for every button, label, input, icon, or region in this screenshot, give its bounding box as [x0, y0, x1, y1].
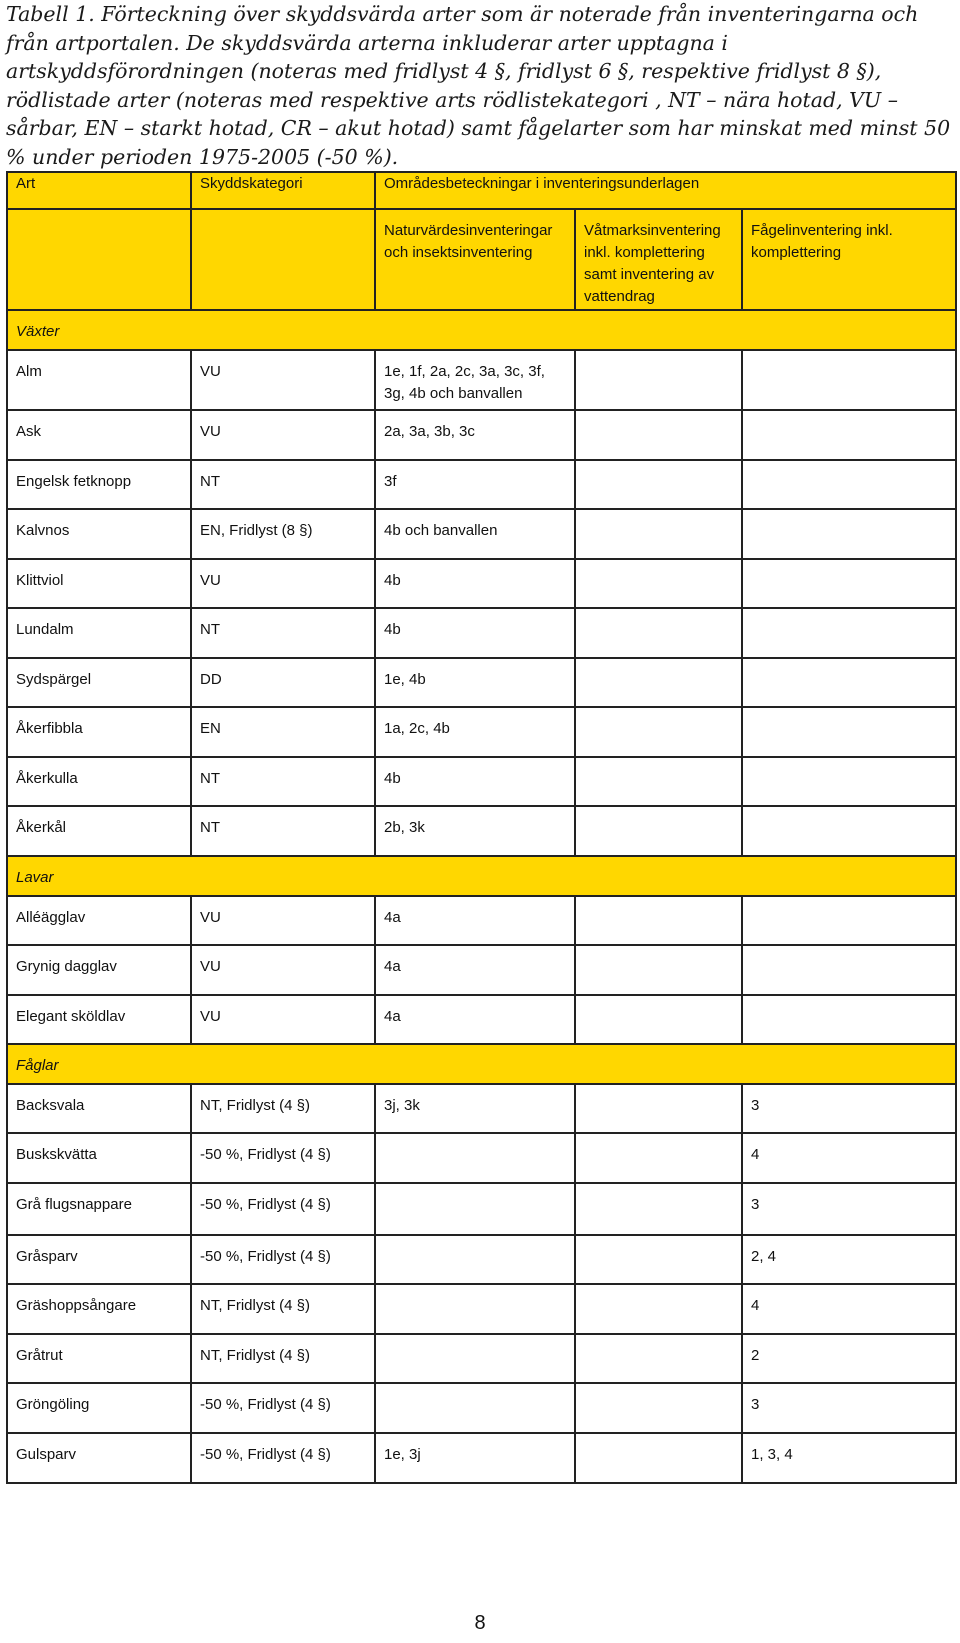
cell-skydd: DD	[191, 658, 375, 707]
table-row	[7, 1133, 956, 1183]
cell-skydd: EN, Fridlyst (8 §)	[191, 509, 375, 559]
cell-nat	[375, 1235, 575, 1284]
table-row	[7, 806, 956, 856]
cell-nat: 2a, 3a, 3b, 3c	[375, 410, 575, 460]
table-subheader-row	[7, 209, 956, 310]
cell-skydd: NT, Fridlyst (4 §)	[191, 1084, 375, 1133]
cell-fagel	[742, 608, 956, 658]
cell-skydd: VU	[191, 896, 375, 945]
col-header-art: Art	[7, 172, 191, 209]
cell-art: Ask	[7, 410, 191, 460]
cell-vat	[575, 1433, 742, 1483]
cell-vat	[575, 509, 742, 559]
cell-fagel: 3	[742, 1084, 956, 1133]
cell-vat	[575, 995, 742, 1044]
cell-nat: 4a	[375, 945, 575, 995]
cell-fagel	[742, 350, 956, 410]
subheader-empty	[191, 209, 375, 310]
cell-vat	[575, 1133, 742, 1183]
cell-fagel	[742, 945, 956, 995]
cell-art: Lundalm	[7, 608, 191, 658]
cell-fagel: 2	[742, 1334, 956, 1383]
cell-art: Gråsparv	[7, 1235, 191, 1284]
cell-nat	[375, 1284, 575, 1334]
cell-vat	[575, 410, 742, 460]
cell-fagel	[742, 995, 956, 1044]
cell-skydd: VU	[191, 350, 375, 410]
cell-skydd: VU	[191, 995, 375, 1044]
cell-fagel: 2, 4	[742, 1235, 956, 1284]
cell-nat: 4a	[375, 995, 575, 1044]
cell-fagel	[742, 460, 956, 509]
cell-skydd: NT, Fridlyst (4 §)	[191, 1334, 375, 1383]
cell-skydd: NT	[191, 806, 375, 856]
cell-art: Åkerkål	[7, 806, 191, 856]
cell-nat: 1e, 1f, 2a, 2c, 3a, 3c, 3f, 3g, 4b och banvallen	[375, 350, 575, 410]
cell-fagel	[742, 658, 956, 707]
cell-skydd: -50 %, Fridlyst (4 §)	[191, 1235, 375, 1284]
cell-fagel	[742, 806, 956, 856]
cell-fagel: 3	[742, 1183, 956, 1235]
cell-vat	[575, 707, 742, 757]
col-header-omraden: Områdesbeteckningar i inventeringsunderlagen	[375, 172, 956, 209]
cell-nat: 1a, 2c, 4b	[375, 707, 575, 757]
cell-vat	[575, 1284, 742, 1334]
cell-skydd: EN	[191, 707, 375, 757]
table-row	[7, 509, 956, 559]
group-row-faglar	[7, 1044, 956, 1084]
cell-skydd: -50 %, Fridlyst (4 §)	[191, 1383, 375, 1433]
table-row	[7, 658, 956, 707]
cell-art: Gräshoppsångare	[7, 1284, 191, 1334]
cell-art: Klittviol	[7, 559, 191, 608]
cell-nat: 1e, 3j	[375, 1433, 575, 1483]
cell-nat: 2b, 3k	[375, 806, 575, 856]
cell-nat: 4b	[375, 757, 575, 806]
cell-fagel	[742, 707, 956, 757]
cell-fagel: 1, 3, 4	[742, 1433, 956, 1483]
cell-fagel: 4	[742, 1133, 956, 1183]
cell-nat: 4b	[375, 559, 575, 608]
cell-skydd: VU	[191, 410, 375, 460]
cell-art: Grå flugsnappare	[7, 1183, 191, 1235]
group-row-lavar	[7, 856, 956, 896]
table-caption: Tabell 1. Förteckning över skyddsvärda arter som är noterade från inventeringarna och från artportalen. De skyddsvärda arterna inkluderar arter upptagna i artskyddsförordningen (noteras med fridlyst 4 §, fridlyst 6 §, respektive fridlyst 8 §), rödlistade arter (noteras med respektive arts rödlistekategori , NT – nära hotad, VU – sårbar, EN – starkt hotad, CR – akut hotad) samt fågelarter som har minskat med minst 50 % under perioden 1975-2005 (-50 %).	[6, 2, 951, 169]
cell-vat	[575, 1334, 742, 1383]
cell-vat	[575, 757, 742, 806]
cell-vat	[575, 806, 742, 856]
subheader-naturvarde: Naturvärdesinventeringar och insektsinventering	[375, 209, 575, 310]
cell-vat	[575, 945, 742, 995]
group-row-vaxter	[7, 310, 956, 350]
table-row	[7, 707, 956, 757]
cell-nat: 4a	[375, 896, 575, 945]
table-row	[7, 945, 956, 995]
cell-skydd: VU	[191, 559, 375, 608]
group-label: Lavar	[7, 856, 956, 896]
cell-vat	[575, 460, 742, 509]
table-row	[7, 1433, 956, 1483]
table-row	[7, 1235, 956, 1284]
cell-skydd: -50 %, Fridlyst (4 §)	[191, 1433, 375, 1483]
cell-fagel	[742, 509, 956, 559]
cell-nat	[375, 1334, 575, 1383]
cell-fagel: 3	[742, 1383, 956, 1433]
group-label: Växter	[7, 310, 956, 350]
cell-art: Gröngöling	[7, 1383, 191, 1433]
cell-skydd: NT	[191, 608, 375, 658]
subheader-vatmark: Våtmarksinventering inkl. komplettering samt inventering av vattendrag	[575, 209, 742, 310]
table-row	[7, 1284, 956, 1334]
cell-vat	[575, 1084, 742, 1133]
table-row	[7, 1334, 956, 1383]
cell-nat: 4b	[375, 608, 575, 658]
cell-art: Sydspärgel	[7, 658, 191, 707]
cell-art: Buskskvätta	[7, 1133, 191, 1183]
cell-nat: 4b och banvallen	[375, 509, 575, 559]
cell-art: Backsvala	[7, 1084, 191, 1133]
cell-vat	[575, 608, 742, 658]
cell-skydd: NT	[191, 757, 375, 806]
cell-art: Alm	[7, 350, 191, 410]
cell-vat	[575, 1183, 742, 1235]
cell-art: Gråtrut	[7, 1334, 191, 1383]
cell-skydd: -50 %, Fridlyst (4 §)	[191, 1133, 375, 1183]
cell-vat	[575, 350, 742, 410]
table-row	[7, 1183, 956, 1235]
cell-vat	[575, 1383, 742, 1433]
cell-art: Gulsparv	[7, 1433, 191, 1483]
table-row	[7, 995, 956, 1044]
cell-nat	[375, 1383, 575, 1433]
table-row	[7, 350, 956, 410]
cell-skydd: NT	[191, 460, 375, 509]
cell-nat: 3f	[375, 460, 575, 509]
cell-nat: 3j, 3k	[375, 1084, 575, 1133]
cell-vat	[575, 1235, 742, 1284]
table-row	[7, 896, 956, 945]
cell-nat: 1e, 4b	[375, 658, 575, 707]
cell-skydd: NT, Fridlyst (4 §)	[191, 1284, 375, 1334]
subheader-fagel: Fågelinventering inkl. komplettering	[742, 209, 956, 310]
page-number: 8	[474, 1612, 486, 1634]
table-row	[7, 559, 956, 608]
subheader-empty	[7, 209, 191, 310]
table-row	[7, 757, 956, 806]
table-row	[7, 460, 956, 509]
cell-art: Grynig dagglav	[7, 945, 191, 995]
cell-vat	[575, 896, 742, 945]
table-row	[7, 410, 956, 460]
table-row	[7, 608, 956, 658]
cell-nat	[375, 1183, 575, 1235]
cell-fagel	[742, 757, 956, 806]
cell-nat	[375, 1133, 575, 1183]
cell-art: Elegant sköldlav	[7, 995, 191, 1044]
cell-vat	[575, 658, 742, 707]
species-table	[6, 171, 957, 1484]
table-row	[7, 1383, 956, 1433]
cell-fagel	[742, 896, 956, 945]
cell-fagel: 4	[742, 1284, 956, 1334]
cell-skydd: -50 %, Fridlyst (4 §)	[191, 1183, 375, 1235]
cell-art: Åkerfibbla	[7, 707, 191, 757]
group-label: Fåglar	[7, 1044, 956, 1084]
table-header-row	[7, 172, 956, 209]
cell-fagel	[742, 410, 956, 460]
cell-fagel	[742, 559, 956, 608]
col-header-skyddskategori: Skyddskategori	[191, 172, 375, 209]
cell-skydd: VU	[191, 945, 375, 995]
cell-art: Engelsk fetknopp	[7, 460, 191, 509]
cell-vat	[575, 559, 742, 608]
cell-art: Åkerkulla	[7, 757, 191, 806]
table-row	[7, 1084, 956, 1133]
cell-art: Kalvnos	[7, 509, 191, 559]
cell-art: Alléägglav	[7, 896, 191, 945]
